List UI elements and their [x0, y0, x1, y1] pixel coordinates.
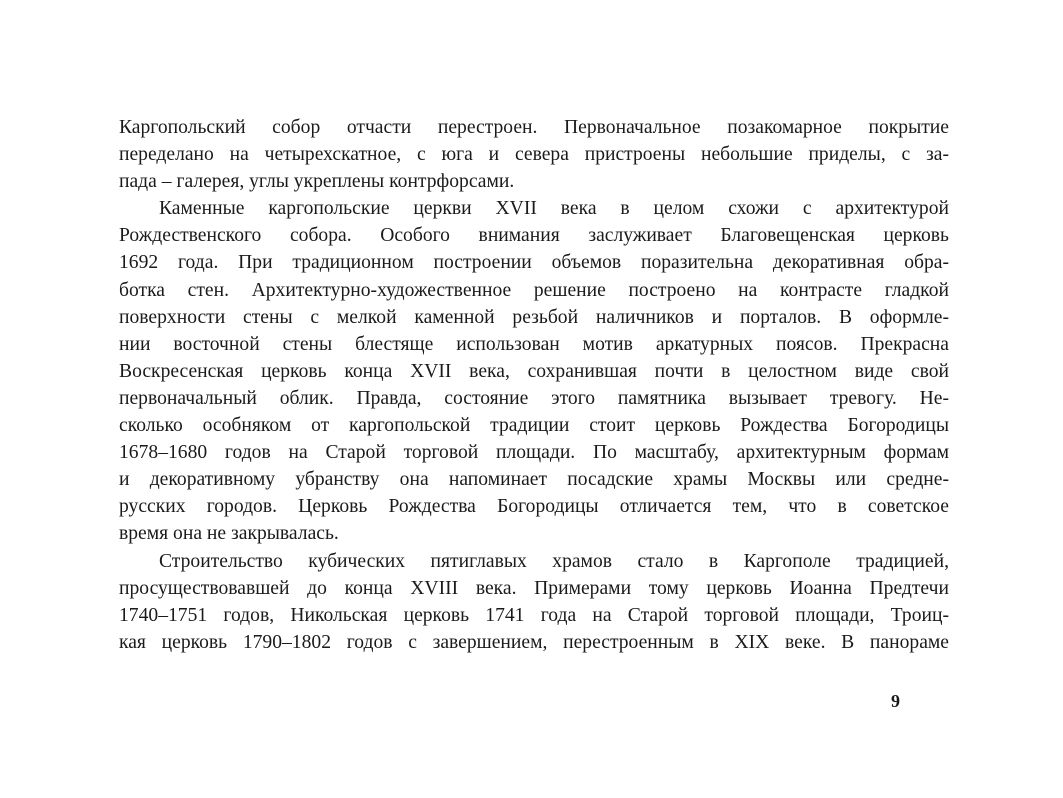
- text-line: ботка стен. Архитектурно-художественное решение построено на контрасте гладкой: [119, 279, 949, 301]
- text-line: Каменные каргопольские церкви XVII века в целом схожи с архитектурой: [159, 198, 949, 220]
- text-line: русских городов. Церковь Рождества Богородицы отличается тем, что в советское: [119, 496, 949, 518]
- text-line: 1692 года. При традиционном построении объемов поразительна декоративная обра-: [119, 252, 949, 274]
- text-line: нии восточной стены блестяще использован мотив аркатурных поясов. Прекрасна: [119, 333, 949, 355]
- text-line: Каргопольский собор отчасти перестроен. Первоначальное позакомарное покрытие: [119, 117, 949, 138]
- body-text: [119, 114, 949, 656]
- text-line: время она не закрывалась.: [119, 523, 339, 545]
- text-line: 1740–1751 годов, Никольская церковь 1741 года на Старой торговой площади, Троиц-: [119, 604, 949, 626]
- text-line: Строительство кубических пятиглавых храмов стало в Каргополе традицией,: [159, 550, 949, 572]
- text-line: переделано на четырехскатное, с юга и севера пристроены небольшие приделы, с за-: [119, 144, 949, 166]
- text-line: Воскресенская церковь конца XVII века, сохранившая почти в целостном виде свой: [119, 360, 949, 382]
- text-line: пада – галерея, углы укреплены контрфорсами.: [119, 171, 515, 193]
- text-line: сколько особняком от каргопольской традиции стоит церковь Рождества Богородицы: [119, 415, 949, 437]
- text-line: кая церковь 1790–1802 годов с завершением, перестроенным в XIX веке. В панораме: [119, 631, 949, 653]
- text-line: Рождественского собора. Особого внимания заслуживает Благовещенская церковь: [119, 225, 949, 247]
- text-line: просуществовавшей до конца XVIII века. Примерами тому церковь Иоанна Предтечи: [119, 577, 949, 599]
- text-line: поверхности стены с мелкой каменной резьбой наличников и порталов. В оформле-: [119, 306, 949, 328]
- text-line: 1678–1680 годов на Старой торговой площади. По масштабу, архитектурным формам: [119, 442, 949, 464]
- text-line: первоначальный облик. Правда, состояние этого памятника вызывает тревогу. Не-: [119, 387, 949, 409]
- page-number: 9: [891, 691, 900, 711]
- text-line: и декоративному убранству она напоминает посадские храмы Москвы или средне-: [119, 469, 949, 491]
